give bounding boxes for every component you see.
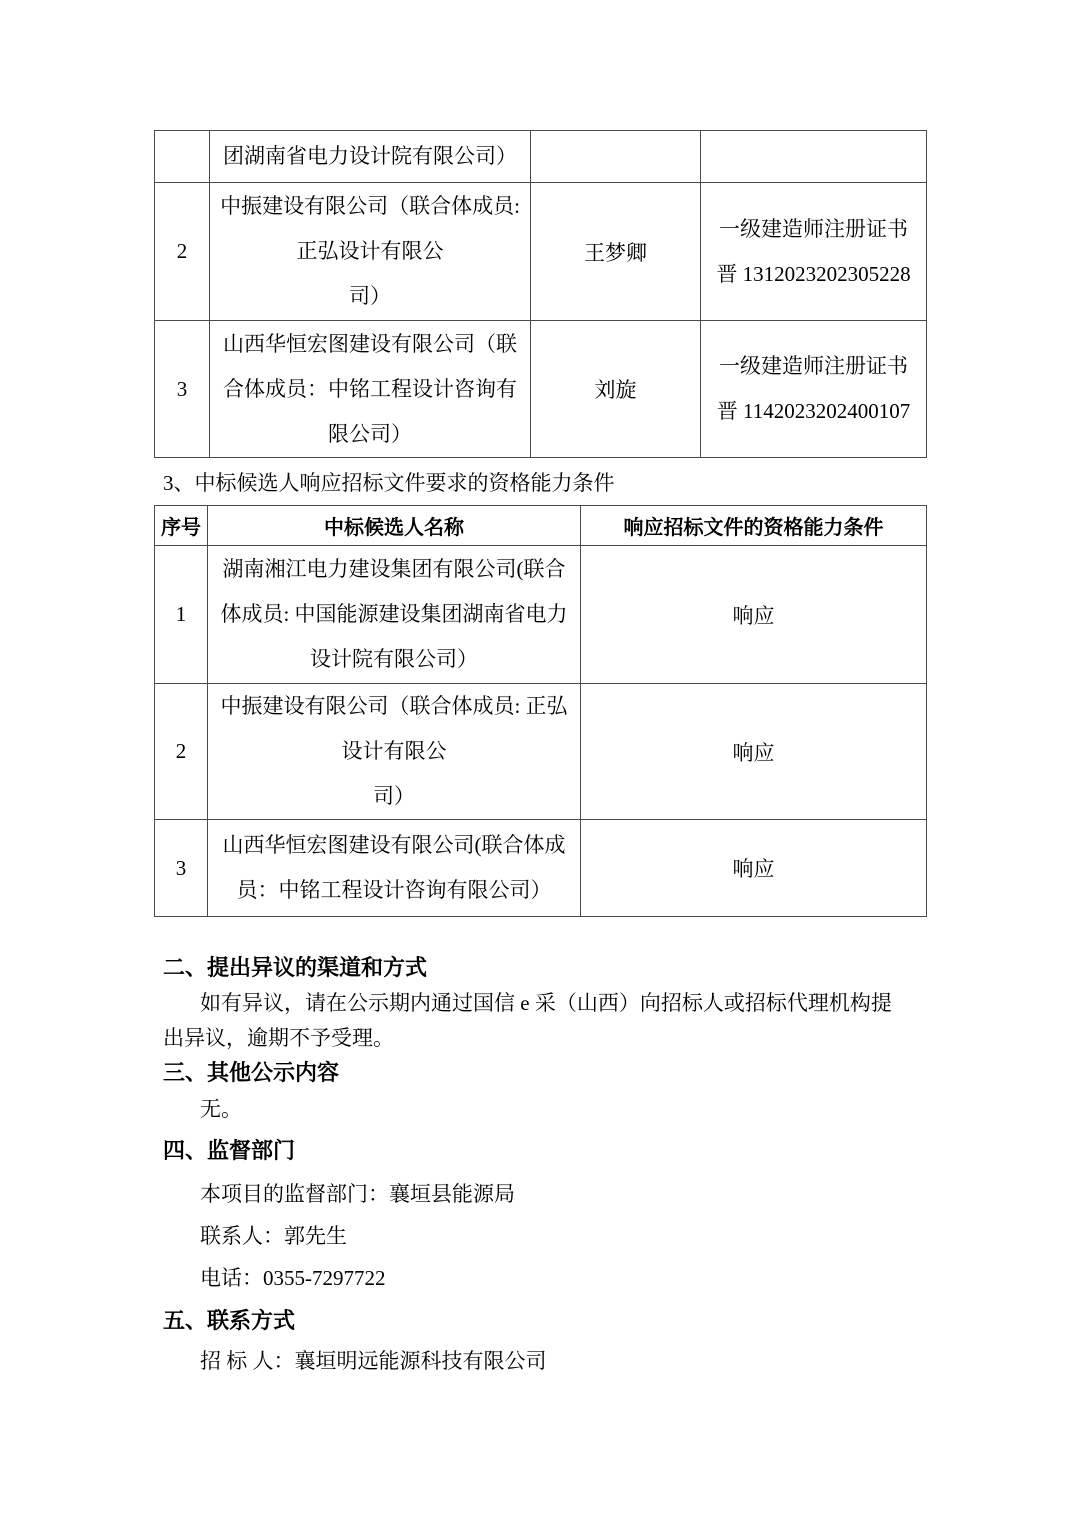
cell-line: 司）	[349, 284, 391, 308]
cell-line: 司）	[373, 784, 415, 808]
phone-line: 电话：0355-7297722	[200, 1266, 386, 1290]
cell-line: 体成员: 中国能源建设集团湖南省电力	[220, 602, 568, 626]
cell-line: 中振建设有限公司（联合体成员:	[220, 194, 520, 218]
table-row	[155, 546, 927, 684]
section-2-heading: 二、提出异议的渠道和方式	[163, 955, 428, 980]
cell-line: 晋 1312023202305228	[716, 261, 911, 286]
tenderer-line: 招 标 人：襄垣明远能源科技有限公司	[200, 1349, 547, 1373]
cell-line: 合体成员：中铭工程设计咨询有	[223, 376, 517, 401]
cell-line: 山西华恒宏图建设有限公司(联合体成	[222, 833, 566, 857]
project-manager-cell: 王梦卿	[531, 183, 701, 321]
candidate-name-cell	[208, 546, 581, 684]
qualification-response-table	[154, 505, 927, 917]
section-2-paragraph-line-1: 如有异议，请在公示期内通过国信 e 采（山西）向招标人或招标代理机构提	[200, 991, 892, 1015]
cell-line: 一级建造师注册证书	[719, 354, 908, 378]
certificate-cell	[701, 131, 927, 183]
table-row	[155, 820, 927, 917]
project-manager-cell: 刘旋	[531, 321, 701, 458]
section-3-heading: 3、中标候选人响应招标文件要求的资格能力条件	[163, 471, 615, 495]
seq-cell: 3	[155, 820, 208, 917]
col-header-seq: 序号	[155, 506, 208, 546]
cell-line: 正弘设计有限公	[296, 239, 444, 263]
bid-candidates-table	[154, 130, 927, 458]
cell-line: 山西华恒宏图建设有限公司（联	[223, 331, 517, 356]
table-row	[155, 183, 927, 321]
cell-line: 团湖南省电力设计院有限公司）	[223, 144, 517, 168]
seq-cell: 1	[155, 546, 208, 684]
table-header-row	[155, 506, 927, 546]
cell-line: 设计有限公	[341, 739, 447, 763]
response-cell: 响应	[581, 546, 927, 684]
section-3-body: 无。	[200, 1097, 242, 1121]
supervisory-department-line: 本项目的监督部门：襄垣县能源局	[200, 1182, 515, 1206]
project-manager-cell	[531, 131, 701, 183]
seq-cell	[155, 131, 210, 183]
candidate-name-cell	[208, 820, 581, 917]
candidate-name-cell	[208, 684, 581, 820]
section-5-heading: 五、联系方式	[163, 1308, 296, 1333]
table-row	[155, 684, 927, 820]
cell-line: 中振建设有限公司（联合体成员: 正弘	[220, 694, 568, 718]
candidate-name-cell	[210, 131, 531, 183]
table-row	[155, 321, 927, 458]
seq-cell: 2	[155, 183, 210, 321]
section-3-other-heading: 三、其他公示内容	[163, 1060, 340, 1085]
cell-line: 晋 1142023202400107	[716, 399, 911, 423]
response-cell: 响应	[581, 684, 927, 820]
response-cell: 响应	[581, 820, 927, 917]
seq-cell: 3	[155, 321, 210, 458]
col-header-qualification: 响应招标文件的资格能力条件	[581, 506, 927, 546]
table-row	[155, 131, 927, 183]
section-2-paragraph-line-2: 出异议，逾期不予受理。	[163, 1026, 394, 1050]
section-4-heading: 四、监督部门	[163, 1138, 296, 1163]
certificate-cell	[701, 183, 927, 321]
certificate-cell	[701, 321, 927, 458]
candidate-name-cell	[210, 321, 531, 458]
cell-line: 员：中铭工程设计咨询有限公司）	[236, 878, 552, 902]
cell-line: 限公司）	[328, 421, 412, 446]
cell-line: 湖南湘江电力建设集团有限公司(联合	[222, 557, 566, 581]
cell-line: 一级建造师注册证书	[719, 216, 908, 241]
contact-person-line: 联系人：郭先生	[200, 1224, 347, 1248]
cell-line: 设计院有限公司）	[310, 647, 478, 671]
seq-cell: 2	[155, 684, 208, 820]
candidate-name-cell	[210, 183, 531, 321]
col-header-candidate-name: 中标候选人名称	[208, 506, 581, 546]
